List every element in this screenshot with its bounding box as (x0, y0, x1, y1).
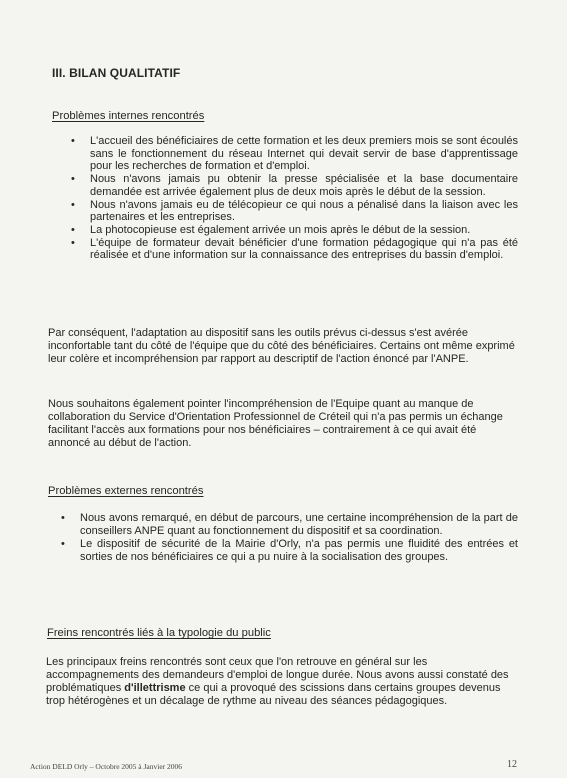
footer-text: Action DELD Orly – Octobre 2005 à Janvier 2006 (30, 762, 183, 771)
freins-paragraph (46, 656, 516, 708)
internal-problems-list (76, 135, 518, 262)
freins-text-emphasis: d'illettrisme (124, 682, 186, 694)
list-item: • Nous n'avons jamais eu de télécopieur ce qui nous a pénalisé dans la liaison avec les partenaires et les entreprises. (76, 199, 518, 224)
list-item: • L'équipe de formateur devait bénéficier d'une formation pédagogique qui n'a pas été réalisée et d'une information sur la connaissance des entreprises du bassin d'emploi. (76, 237, 518, 262)
internal-problems-heading: Problèmes internes rencontrés (52, 110, 205, 122)
list-item: • Le dispositif de sécurité de la Mairie d'Orly, n'a pas permis une fluidité des entrées et sorties de nos bénéficiaires ce qui a pu nuire à la socialisation des groupes. (66, 538, 518, 563)
list-item: • Nous n'avons jamais pu obtenir la presse spécialisée et la base documentaire demandée est arrivée également plus de deux mois après le début de la session. (76, 173, 518, 198)
section-title: III. BILAN QUALITATIF (52, 66, 181, 80)
freins-text-start: Les principaux freins rencontrés sont ceux que l'on retrouve en général sur les accompagnements des demandeurs d'emploi de longue durée. Nous avons aussi constaté des problématiques (46, 656, 509, 694)
list-item: • Nous avons remarqué, en début de parcours, une certaine incompréhension de la part de conseillers ANPE quant au fonctionnement du dispositif et sa coordination. (66, 512, 518, 537)
external-problems-heading: Problèmes externes rencontrés (48, 485, 204, 497)
page-number: 12 (507, 759, 517, 770)
list-item: • La photocopieuse est également arrivée un mois après le début de la session. (76, 224, 518, 237)
freins-text-end: ce qui a provoqué des scissions dans certains groupes devenus trop hétérogènes et un décalage de rythme au niveau des séances pédagogiques. (46, 682, 501, 707)
list-item: • L'accueil des bénéficiaires de cette formation et les deux premiers mois se sont écoulés sans le fonctionnement du réseau Internet qui devait servir de base d'apprentissage pour les recherches de formation et d'emploi. (76, 135, 518, 173)
consequence-paragraph: Par conséquent, l'adaptation au dispositif sans les outils prévus ci-dessus s'est avérée inconfortable tant du côté de l'équipe que du côté des bénéficiaires. Certains ont même exprimé leur colère et incompréhension par rapport au descriptif de l'action énoncé par l'ANPE. (48, 327, 515, 365)
collaboration-paragraph: Nous souhaitons également pointer l'incompréhension de l'Equipe quant au manque de collaboration du Service d'Orientation Professionnel de Créteil qui n'a pas permis un échange facilitant l'accès aux formations pour nos bénéficiaires – contrairement à ce qui avait été annoncé au début de l'action. (48, 398, 503, 449)
freins-heading: Freins rencontrés liés à la typologie du public (47, 627, 271, 639)
external-problems-list (66, 512, 518, 564)
